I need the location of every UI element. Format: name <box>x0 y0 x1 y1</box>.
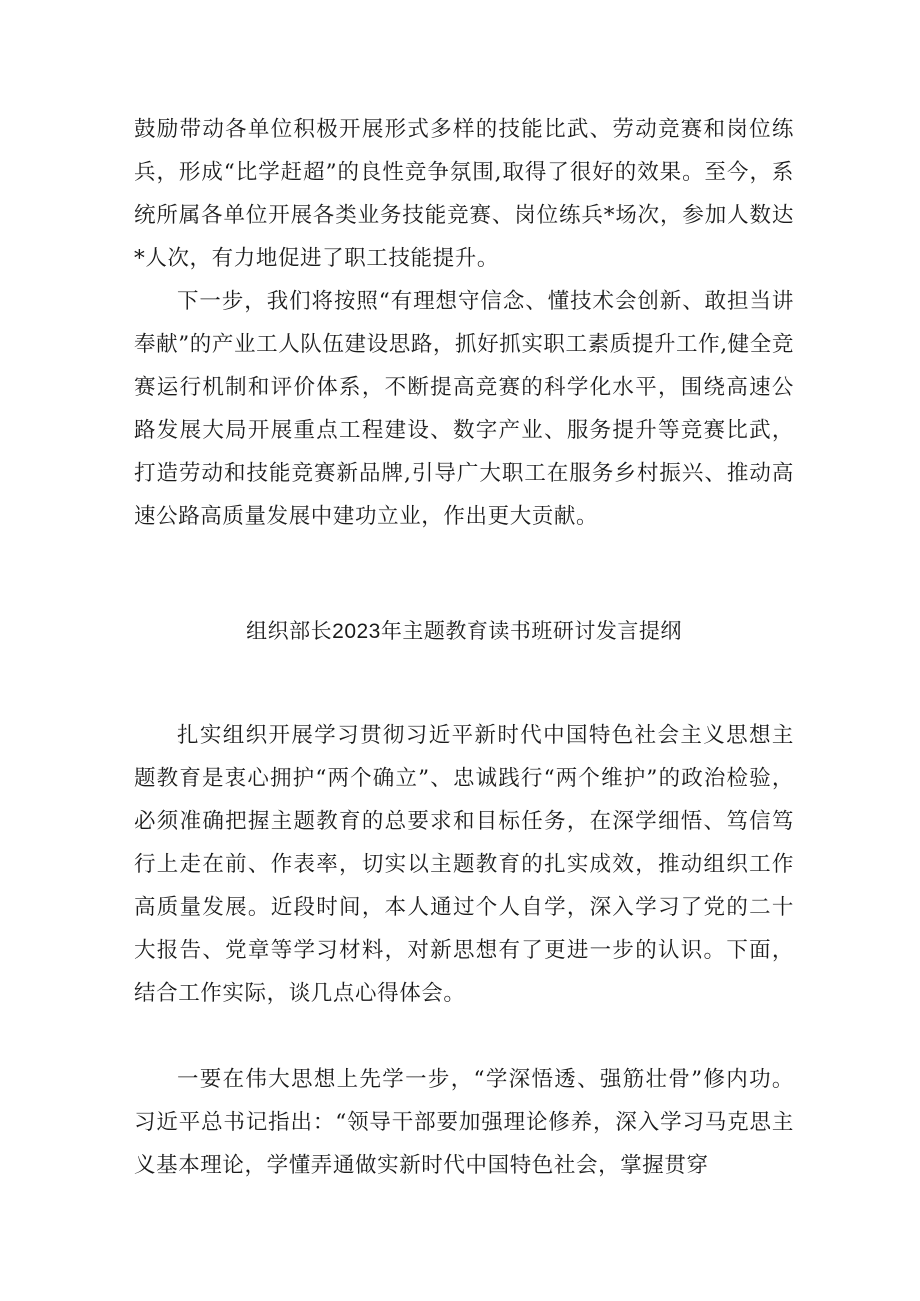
paragraph-next-steps: 下一步，我们将按照“有理想守信念、懂技术会创新、敢担当讲奉献”的产业工人队伍建设思路，抓好抓实职工素质提升工作,健全竞赛运行机制和评价体系，不断提高竞赛的科学化水平，围绕高速公路发展大局开展重点工程建设、数字产业、服务提升等竞赛比武，打造劳动和技能竞赛新品牌,引导广大职工在服务乡村振兴、推动高速公路高质量发展中建功立业，作出更大贡献。 <box>134 289 794 529</box>
section-title: 组织部长2023年主题教育读书班研讨发言提纲 <box>246 620 682 643</box>
paragraph-point-one: 一要在伟大思想上先学一步，“学深悟透、强筋壮骨”修内功。习近平总书记指出：“领导干部要加强理论修养，深入学习马克思主义基本理论，学懂弄通做实新时代中国特色社会，掌握贯穿 <box>134 1067 794 1178</box>
paragraph-introduction: 扎实组织开展学习贯彻习近平新时代中国特色社会主义思想主题教育是衷心拥护“两个确立”、忠诚践行“两个维护”的政治检验，必须准确把握主题教育的总要求和目标任务，在深学细悟、笃信笃行上走在前、作表率，切实以主题教育的扎实成效，推动组织工作高质量发展。近段时间，本人通过个人自学，深入学习了党的二十大报告、党章等学习材料，对新思想有了更进一步的认识。下面，结合工作实际，谈几点心得体会。 <box>134 723 794 1006</box>
paragraph-skill-competition: 鼓励带动各单位积极开展形式多样的技能比武、劳动竞赛和岗位练兵，形成“比学赶超”的良性竞争氛围,取得了很好的效果。至今，系统所属各单位开展各类业务技能竞赛、岗位练兵*场次，参加人数达*人次，有力地促进了职工技能提升。 <box>134 117 794 271</box>
